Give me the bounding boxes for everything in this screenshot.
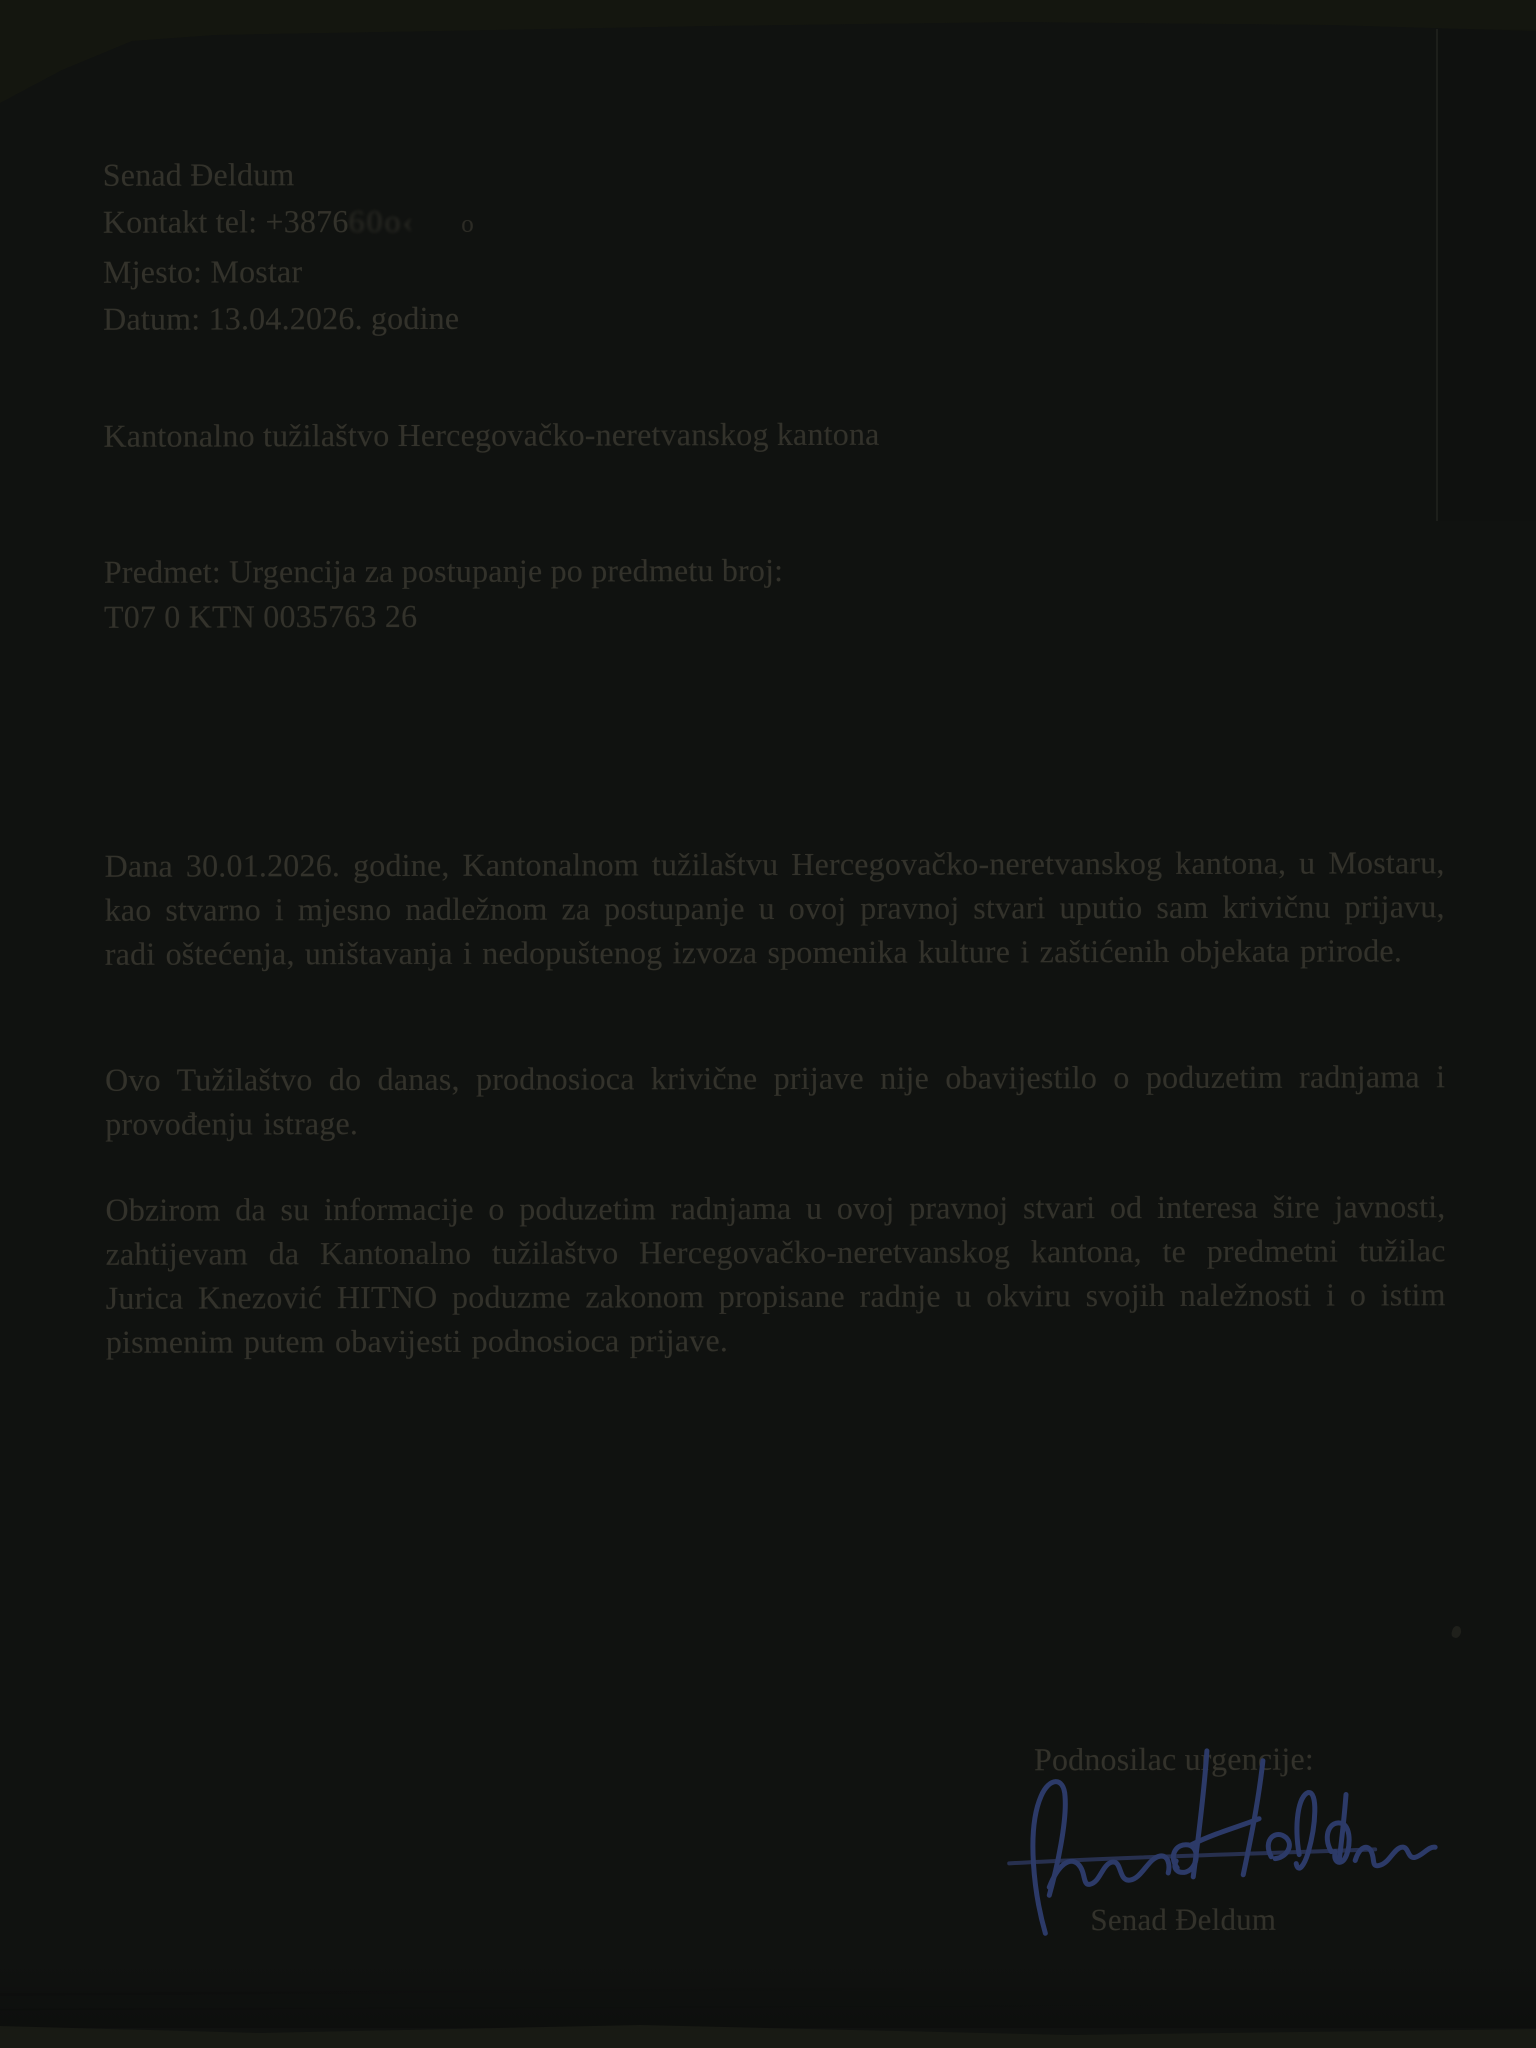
sender-block: [103, 151, 474, 343]
body-paragraph-3: Obzirom da su informacije o poduzetim radnjama u ovoj pravnoj stvari od interesa šire javnosti, zahtijevam da Kantonalno tužilaštvo Hercegovačko-neretvanskog kantona, te predmetni tužilac Jurica Knezović HITNO poduzme zakonom propisane radnje u okviru svojih naležnosti i o istim pismenim putem obavijesti podnosioca prijave.: [105, 1188, 1446, 1360]
subject-line: Predmet: Urgencija za postupanje po predmetu broj:: [103, 551, 784, 590]
body-paragraph-1: Dana 30.01.2026. godine, Kantonalnom tužilaštvu Hercegovačko-neretvanskog kantona, u Mostaru, kao stvarno i mjesno nadležnom za postupanje u ovoj pravnoj stvari uputio sam krivičnu prijavu, radi oštećenja, uništavanja i nedopuštenog izvoza spomenika kulture i zaštićenih objekata prirode.: [104, 844, 1445, 972]
sender-contact-line: [103, 198, 474, 249]
signed-name: Senad Đeldum: [1090, 1901, 1277, 1938]
contact-label: Kontakt tel: +3876: [102, 203, 349, 240]
sender-place: Mjesto: Mostar: [102, 253, 303, 290]
sender-name: Senad Đeldum: [102, 156, 295, 193]
recipient-line: Kantonalno tužilaštvo Hercegovačko-neretvanskog kantona: [103, 415, 880, 454]
body-paragraph-2: Ovo Tužilaštvo do danas, prodnosioca krivične prijave nije obavijestilo o poduzetim radnjama i provođenju istrage.: [105, 1058, 1446, 1142]
contact-obscured-digits: 60o‹: [348, 202, 416, 240]
signature-label: Podnosilac urgencije:: [1033, 1740, 1314, 1778]
subject-block: [104, 548, 784, 640]
paper-bottom-shadow: [0, 1958, 1536, 2028]
case-number: T07 0 KTN 0035763 26: [103, 597, 418, 635]
letter-date: Datum: 13.04.2026. godine: [103, 299, 460, 337]
contact-trailing-char: o: [461, 210, 474, 238]
